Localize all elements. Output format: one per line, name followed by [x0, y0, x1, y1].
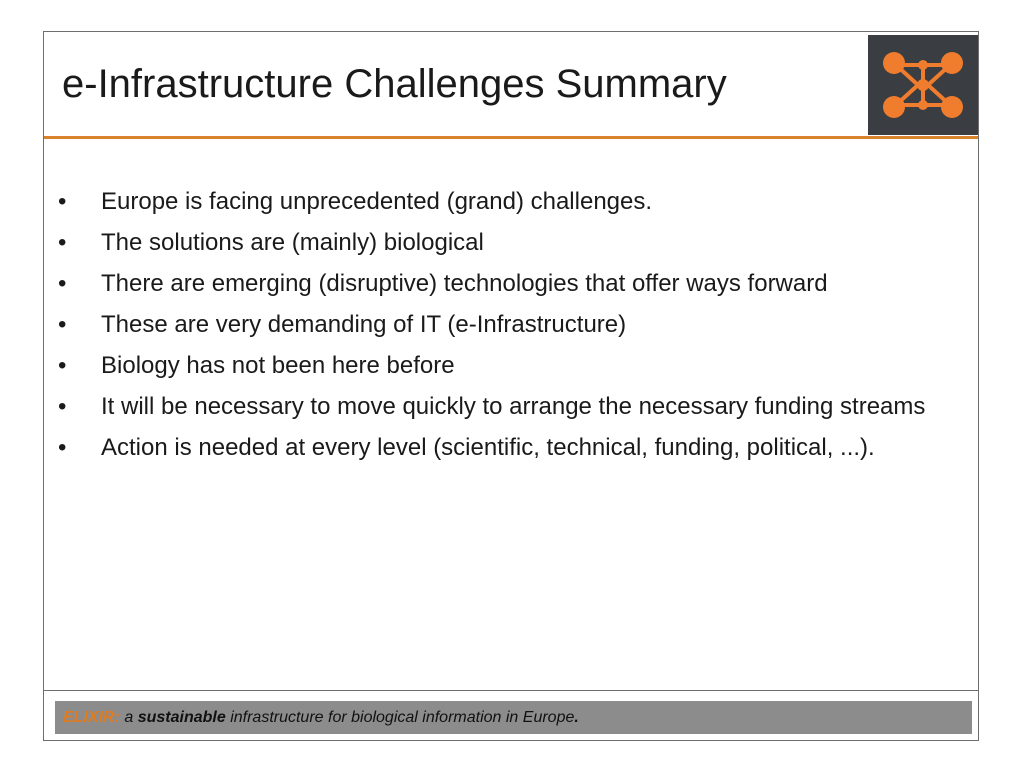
bullet-marker: •: [58, 434, 67, 461]
slide-title: e-Infrastructure Challenges Summary: [62, 62, 727, 106]
footer-band: [55, 701, 972, 734]
bullet-text: The solutions are (mainly) biological: [101, 229, 484, 256]
bullet-item: [58, 349, 968, 382]
bullet-text: Biology has not been here before: [101, 352, 455, 379]
bullet-text: There are emerging (disruptive) technologies that offer ways forward: [101, 270, 828, 297]
elixir-logo: [868, 35, 978, 135]
bullet-list: [58, 185, 968, 472]
footer-tagline: infrastructure for biological information in Europe: [230, 709, 575, 726]
title-divider: [44, 136, 978, 139]
bullet-text: It will be necessary to move quickly to arrange the necessary funding streams: [101, 393, 926, 420]
bullet-item: [58, 390, 968, 423]
bullet-text: Europe is facing unprecedented (grand) challenges.: [101, 188, 653, 215]
bullet-marker: •: [58, 188, 67, 215]
footer-divider: [44, 690, 978, 691]
footer-brand: ELIXIR:: [63, 709, 120, 726]
bullet-marker: •: [58, 229, 67, 256]
bullet-item: [58, 308, 968, 341]
bullet-text: Action is needed at every level (scientific, technical, funding, political, ...).: [101, 434, 875, 461]
bullet-marker: •: [58, 393, 67, 420]
footer-emphasis: sustainable: [137, 709, 226, 726]
elixir-network-logo-icon: [868, 35, 978, 135]
bullet-item: [58, 431, 968, 464]
bullet-marker: •: [58, 270, 67, 297]
slide: [43, 31, 979, 741]
bullet-marker: •: [58, 311, 67, 338]
bullet-item: [58, 267, 968, 300]
footer-period: .: [574, 709, 579, 726]
bullet-item: [58, 226, 968, 259]
bullet-text: These are very demanding of IT (e-Infrastructure): [101, 311, 627, 338]
bullet-item: [58, 185, 968, 218]
footer-prefix: a: [124, 709, 134, 726]
bullet-marker: •: [58, 352, 67, 379]
